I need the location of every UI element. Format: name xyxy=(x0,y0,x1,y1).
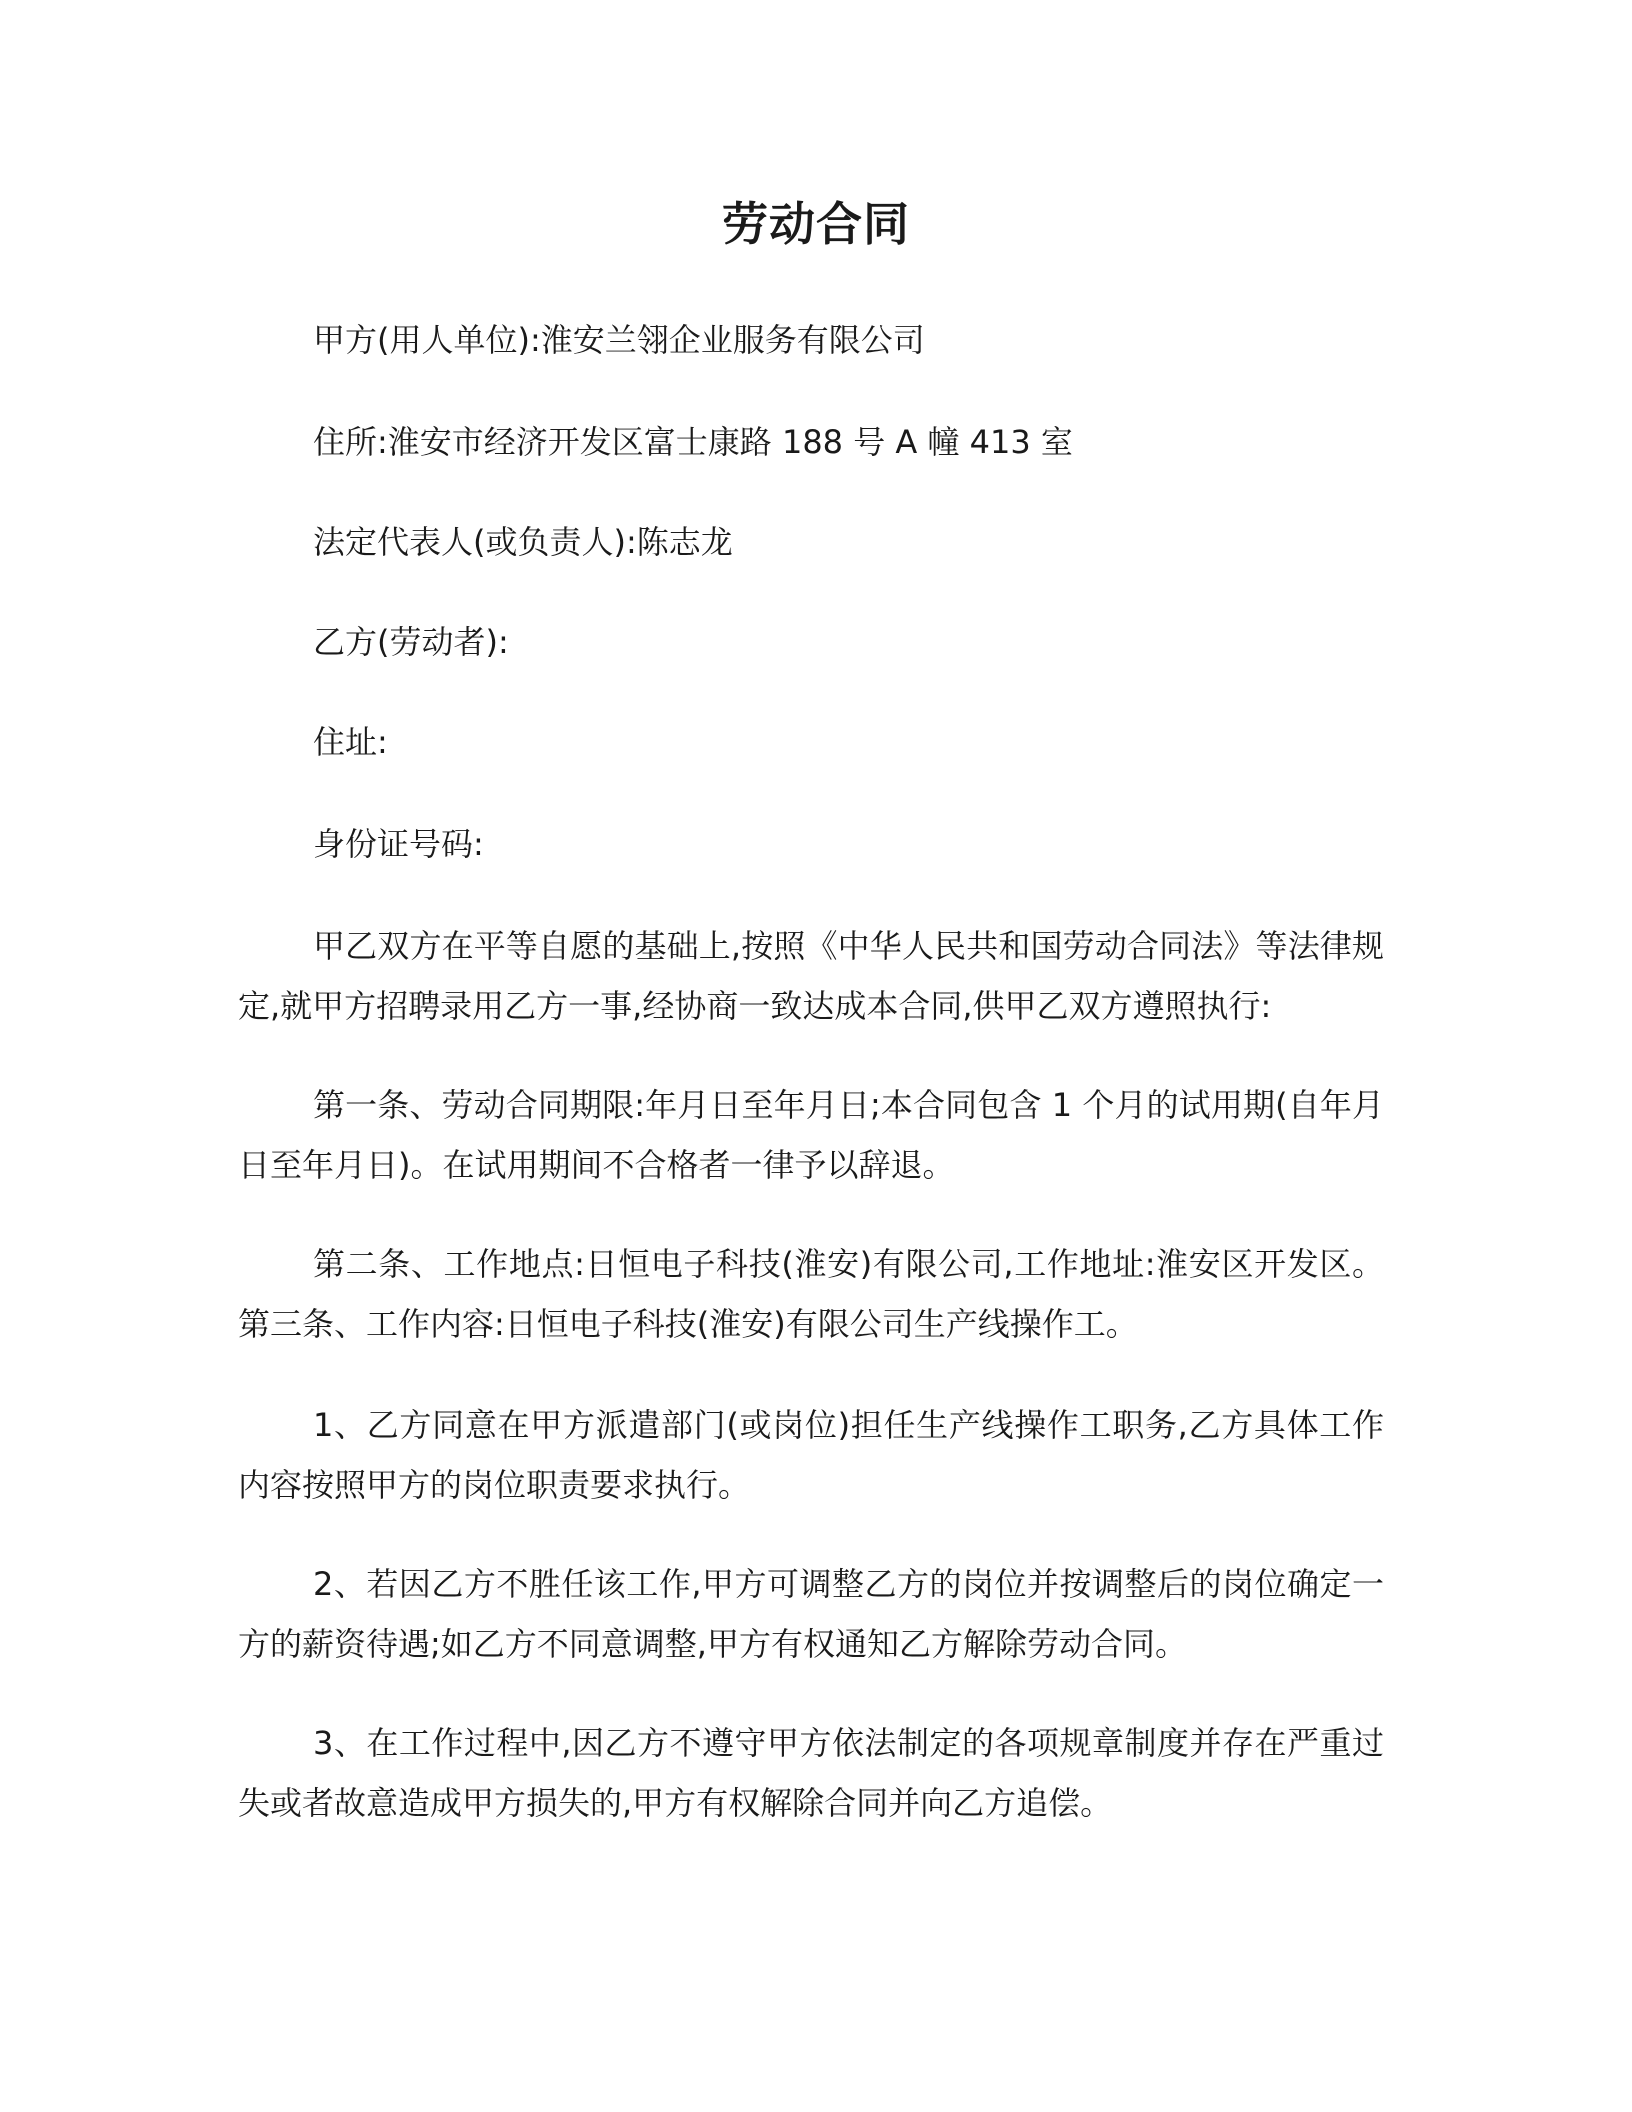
clause-2-paragraph: 2、若因乙方不胜任该工作,甲方可调整乙方的岗位并按调整后的岗位确定一方的薪资待遇;如乙方不同意调整,甲方有权通知乙方解除劳动合同。 xyxy=(238,1565,1384,1663)
party-b-name: 乙方(劳动者): xyxy=(313,623,509,661)
article-2-3-paragraph: 第二条、工作地点:日恒电子科技(淮安)有限公司,工作地址:淮安区开发区。第三条、工作内容:日恒电子科技(淮安)有限公司生产线操作工。 xyxy=(238,1245,1384,1343)
party-a-name: 甲方(用人单位):淮安兰翎企业服务有限公司 xyxy=(313,321,925,359)
preamble-paragraph: 甲乙双方在平等自愿的基础上,按照《中华人民共和国劳动合同法》等法律规定,就甲方招聘录用乙方一事,经协商一致达成本合同,供甲乙双方遵照执行: xyxy=(238,927,1384,1025)
clause-3-paragraph: 3、在工作过程中,因乙方不遵守甲方依法制定的各项规章制度并存在严重过失或者故意造成甲方损失的,甲方有权解除合同并向乙方追偿。 xyxy=(238,1724,1384,1822)
id-number: 身份证号码: xyxy=(313,825,484,863)
clause-1-paragraph: 1、乙方同意在甲方派遣部门(或岗位)担任生产线操作工职务,乙方具体工作内容按照甲方的岗位职责要求执行。 xyxy=(238,1406,1384,1504)
document-title: 劳动合同 xyxy=(722,197,910,251)
party-b-address: 住址: xyxy=(313,723,388,761)
party-a-address: 住所:淮安市经济开发区富士康路 188 号 A 幢 413 室 xyxy=(313,423,1073,461)
legal-representative: 法定代表人(或负责人):陈志龙 xyxy=(313,523,733,561)
article-1-paragraph: 第一条、劳动合同期限:年月日至年月日;本合同包含 1 个月的试用期(自年月日至年月日)。在试用期间不合格者一律予以辞退。 xyxy=(238,1086,1384,1184)
